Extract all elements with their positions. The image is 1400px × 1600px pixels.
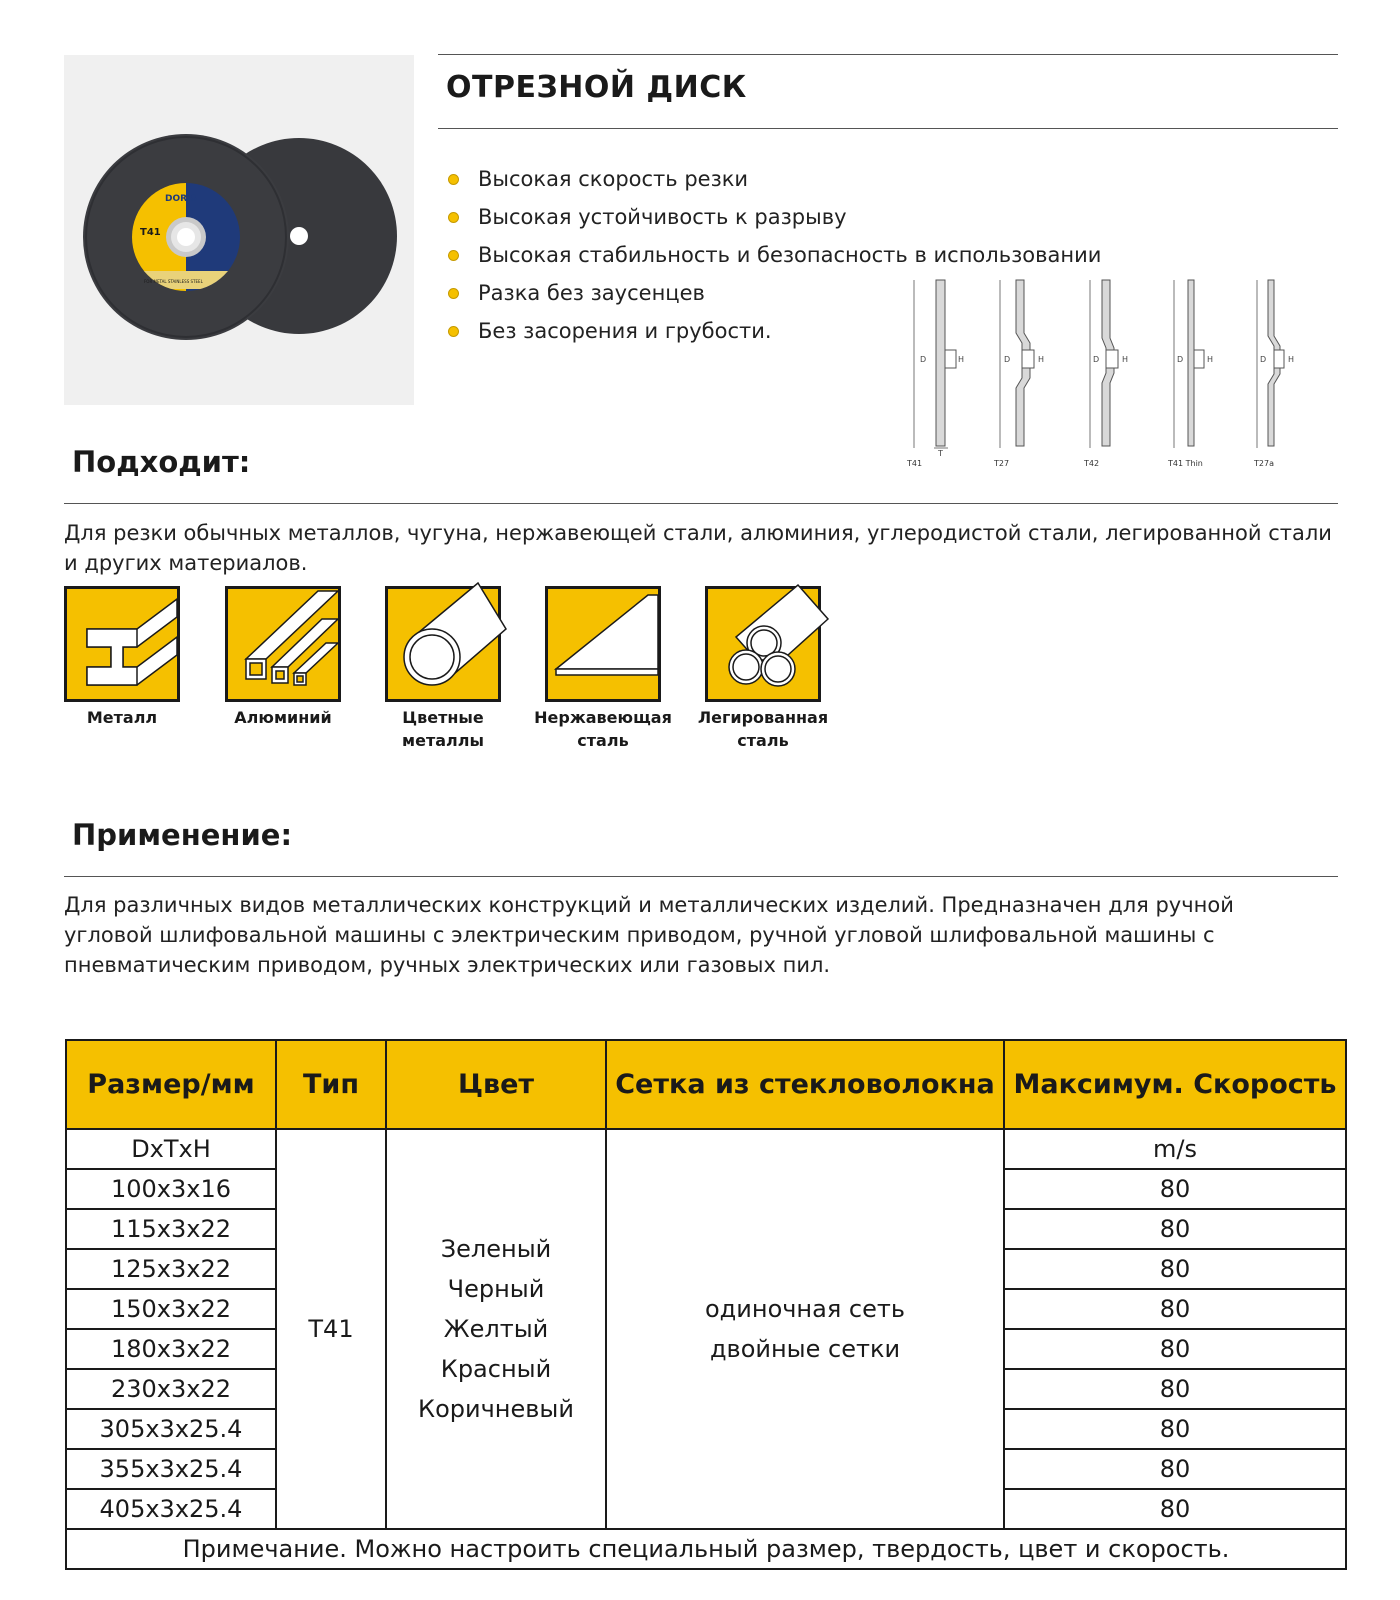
speed-cell: 80 (1004, 1369, 1346, 1409)
speed-cell: 80 (1004, 1409, 1346, 1449)
table-note: Примечание. Можно настроить специальный размер, твердость, цвет и скорость. (66, 1529, 1346, 1569)
header-type: Тип (276, 1040, 386, 1129)
feature-item: Высокая устойчивость к разрыву (448, 198, 1101, 236)
application-rule (64, 876, 1338, 877)
disc-text: FOR METAL STAINLESS STEEL (144, 279, 203, 284)
application-heading: Применение: (72, 818, 293, 852)
dim-h-label: H (1038, 355, 1045, 364)
profile-t42 (1083, 280, 1128, 468)
pipe-bundle-icon (705, 586, 821, 702)
dim-h-label: H (1122, 355, 1129, 364)
material-label-nonferrous: Цветные металлы (402, 708, 484, 750)
speed-unit: m/s (1004, 1129, 1346, 1169)
header-mesh: Сетка из стекловолокна (606, 1040, 1004, 1129)
header-rule-top (438, 54, 1338, 55)
profile-label: T41 (907, 459, 923, 468)
profile-label: T27a (1254, 459, 1274, 468)
size-cell: 125x3x22 (66, 1249, 276, 1289)
header-color: Цвет (386, 1040, 606, 1129)
spec-table (65, 1039, 1347, 1570)
profile-label: T41 Thin (1168, 459, 1203, 468)
speed-cell: 80 (1004, 1249, 1346, 1289)
size-cell: 230x3x22 (66, 1369, 276, 1409)
color-cell: Зеленый Черный Желтый Красный Коричневый (386, 1129, 606, 1529)
disc-profile-diagram (907, 278, 1332, 478)
speed-cell: 80 (1004, 1209, 1346, 1249)
application-text: Для различных видов металлических конструкций и металлических изделий. Предназначен для ручной угловой шлифовальной машины с электрическим приводом, ручной угловой шлифовальной машины с пневматическим приводом, ручных электрических или газовых пил. (64, 893, 1234, 977)
profile-t27a (1253, 280, 1294, 468)
square-tubes-icon (225, 586, 341, 702)
size-cell: 355x3x25.4 (66, 1449, 276, 1489)
table-note-row (66, 1529, 1346, 1569)
size-cell: 115x3x22 (66, 1209, 276, 1249)
table-header-row (66, 1040, 1346, 1129)
dim-d-label: D (1093, 355, 1100, 364)
header-size: Размер/мм (66, 1040, 276, 1129)
type-cell: T41 (276, 1129, 386, 1529)
material-label-stainless: Нержавеющая сталь (534, 708, 672, 750)
mesh-cell: одиночная сеть двойные сетки (606, 1129, 1004, 1529)
round-pipe-icon (385, 586, 501, 702)
suitable-heading: Подходит: (72, 445, 251, 479)
size-cell: 180x3x22 (66, 1329, 276, 1369)
profile-t41-thin (1167, 280, 1213, 468)
speed-cell: 80 (1004, 1169, 1346, 1209)
disc-brand: DORIS (165, 194, 197, 204)
feature-item: Без засорения и грубости. (448, 312, 1101, 350)
profile-label: T27 (994, 459, 1010, 468)
material-label-alloy: Легированная сталь (697, 708, 829, 750)
speed-cell: 80 (1004, 1449, 1346, 1489)
header-speed: Максимум. Скорость (1004, 1040, 1346, 1129)
size-cell: 405x3x25.4 (66, 1489, 276, 1529)
i-beam-icon (64, 586, 180, 702)
size-cell: 100x3x16 (66, 1169, 276, 1209)
table-row (66, 1129, 1346, 1169)
feature-item: Высокая стабильность и безопасность в использовании (448, 236, 1101, 274)
material-label-aluminium: Алюминий (234, 708, 332, 727)
feature-item: Разка без заусенцев (448, 274, 1101, 312)
size-cell: 305x3x25.4 (66, 1409, 276, 1449)
product-photo (64, 55, 414, 405)
size-cell: 150x3x22 (66, 1289, 276, 1329)
suitable-text: Для резки обычных металлов, чугуна, нержавеющей стали, алюминия, углеродистой стали, легированной стали и других материалов. (64, 521, 1332, 575)
dim-d-label: D (1260, 355, 1267, 364)
speed-cell: 80 (1004, 1329, 1346, 1369)
material-label-metal: Металл (86, 708, 158, 727)
metal-sheet-icon (545, 586, 661, 702)
dim-d-label: D (1004, 355, 1011, 364)
dim-d-label: D (1177, 355, 1184, 364)
profile-label: T42 (1084, 459, 1100, 468)
dim-h-label: H (1207, 355, 1214, 364)
dim-h-label: H (958, 355, 965, 364)
speed-cell: 80 (1004, 1489, 1346, 1529)
profile-t41 (906, 280, 964, 468)
profile-t27 (993, 280, 1044, 468)
feature-item: Высокая скорость резки (448, 160, 1101, 198)
suitable-rule (64, 503, 1338, 504)
dim-d-label: D (920, 355, 927, 364)
dim-t-label: T (938, 449, 943, 458)
disc-type-label: T41 (140, 227, 161, 238)
page-title: ОТРЕЗНОЙ ДИСК (446, 70, 747, 105)
dim-h-label: H (1288, 355, 1295, 364)
header-rule-bottom (438, 128, 1338, 129)
speed-cell: 80 (1004, 1289, 1346, 1329)
size-unit: DxTxH (66, 1129, 276, 1169)
